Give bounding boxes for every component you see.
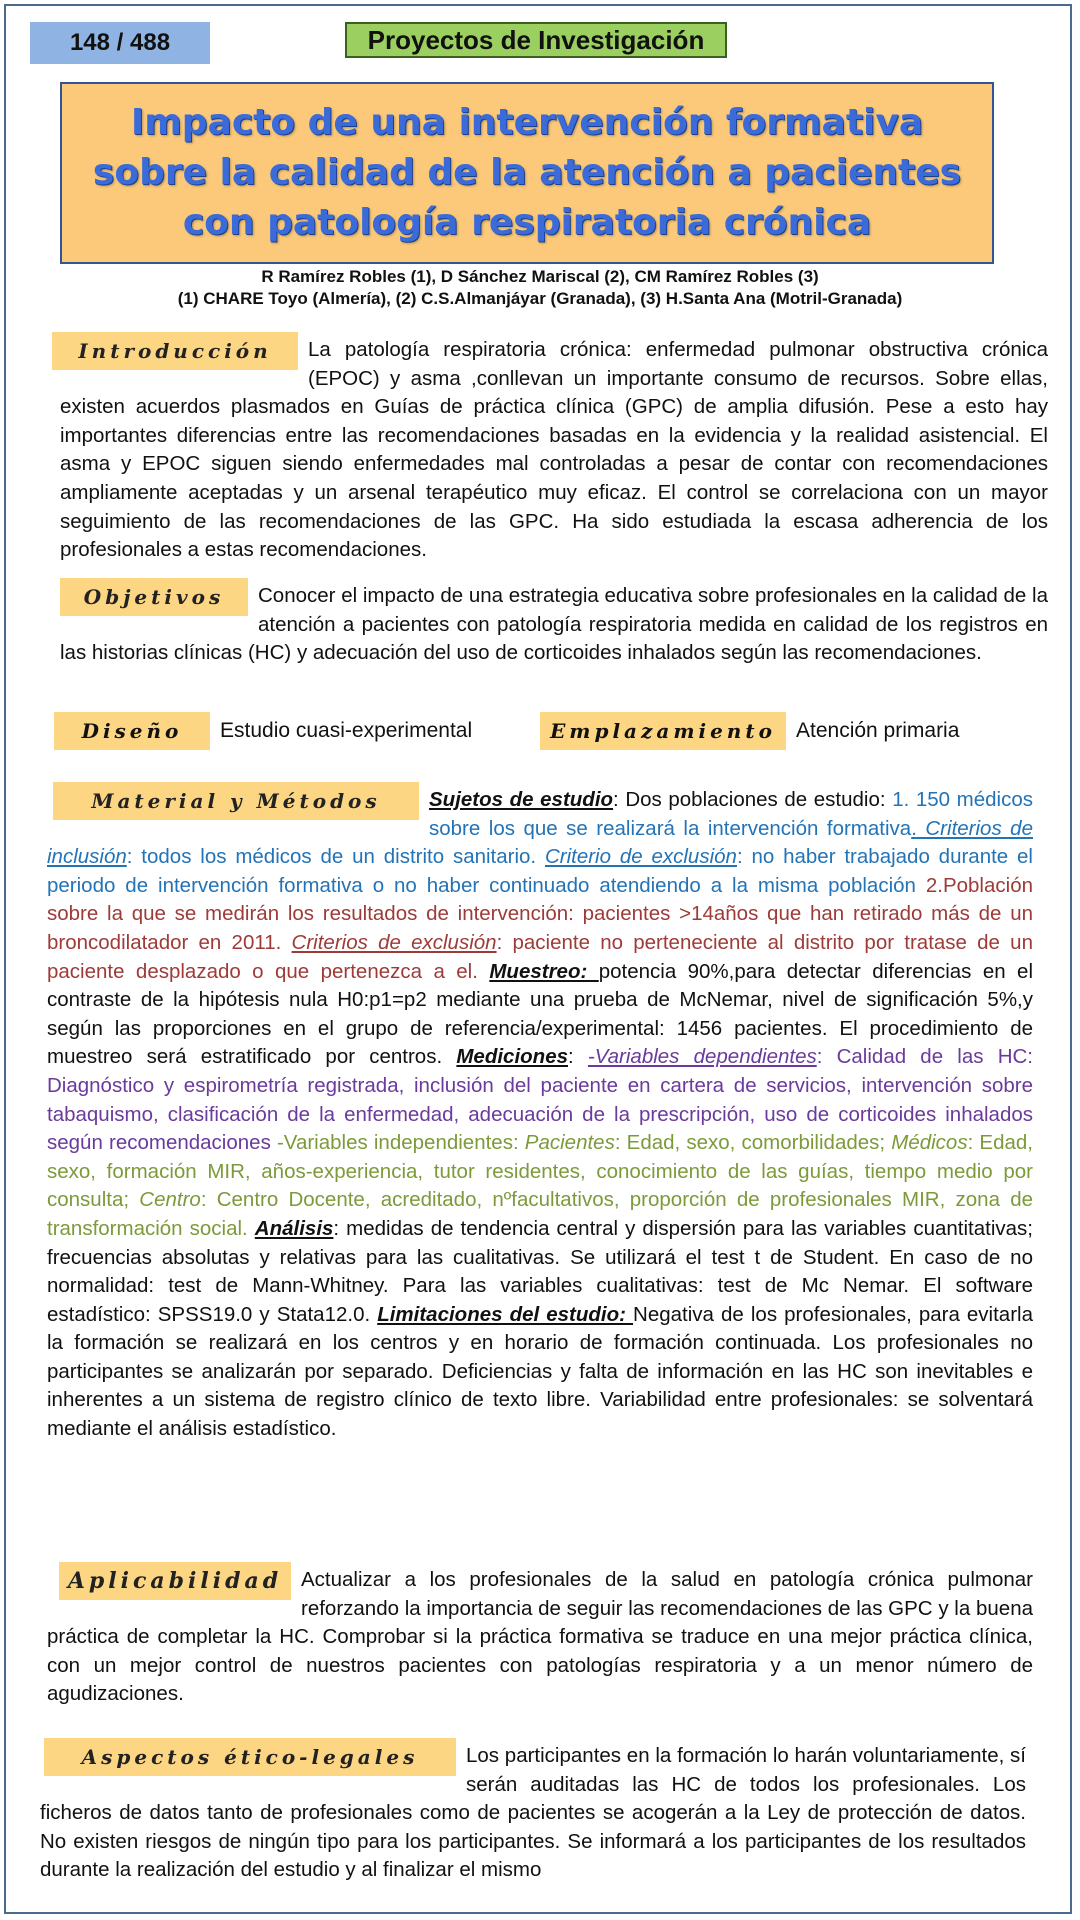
author-affiliations: (1) CHARE Toyo (Almería), (2) C.S.Almanjáyar (Granada), (3) H.Santa Ana (Motril-Granada) bbox=[177, 289, 903, 308]
centro-text: : Centro Docente, acreditado, nºfacultativos, proporción de profesionales MIR, zona de transformación social. bbox=[47, 1188, 1033, 1240]
p1-exclusion-label: Criterio de exclusión bbox=[544, 845, 737, 869]
eticos-text: Los participantes en la formación lo harán voluntariamente, sí serán auditadas las HC de todos los profesionales. Los ficheros de datos tanto de profesionales como de pacientes se acogerán a la Ley de protección de datos. No existen riesgos de ningún tipo para los participantes. Se informará a los participantes de los resultados durante la realización del estudio y al finalizar el mismo bbox=[40, 1744, 1026, 1882]
category-label: Proyectos de Investigación bbox=[345, 22, 727, 58]
poster-title: Impacto de una intervención formativa sobre la calidad de la atención a pacientes con patología respiratoria crónica bbox=[92, 102, 962, 243]
section-aplicabilidad bbox=[47, 1566, 1033, 1709]
heading-emplazamiento: Emplazamiento bbox=[540, 712, 786, 750]
pacientes-label: Pacientes bbox=[524, 1131, 615, 1155]
variables-dependientes-label: -Variables dependientes bbox=[587, 1045, 817, 1069]
pacientes-text: : Edad, sexo, comorbilidades; bbox=[614, 1131, 892, 1155]
p2-exclusion-label: Criterios de exclusión bbox=[291, 930, 497, 954]
limitaciones-text: Negativa de los profesionales, para evitarla la formación se realizará en los centros y en horario de formación continuada. Los profesionales no participantes se analizarán por separado. Deficiencias y falta de información en las HC son inevitables e inherentes a un sistema de registro clínico de texto libre. Variabilidad entre profesionales: se solventará mediante el análisis estadístico. bbox=[47, 1302, 1033, 1441]
heading-aplicabilidad: Aplicabilidad bbox=[59, 1562, 291, 1600]
muestreo-text: potencia 90%,para detectar diferencias en el contraste de la hipótesis nula H0:p1=p2 mediante una prueba de McNemar, nivel de significación 5%,y según las proporciones en el grupo de referencia/experimental: 1456 pacientes. El procedimiento de muestreo será estratificado por centros. bbox=[47, 959, 1033, 1069]
diseno-text: Estudio cuasi-experimental bbox=[220, 719, 473, 742]
aplicabilidad-text: Actualizar a los profesionales de la salud en patología crónica pulmonar reforzando la importancia de seguir las recomendaciones de las GPC y la buena práctica de completar la HC. Comprobar si la práctica formativa se traduce en una mejor práctica clínica, con un mejor control de nuestros pacientes con patologías respiratoria y a un menor número de agudizaciones. bbox=[47, 1568, 1033, 1706]
heading-introduccion: Introducción bbox=[52, 332, 298, 370]
poblacion-1: 1. 150 médicos sobre los que se realizará la intervención formativa bbox=[429, 788, 1034, 840]
mediciones-label: Mediciones bbox=[456, 1045, 568, 1069]
title-box bbox=[60, 82, 994, 264]
introduccion-text: La patología respiratoria crónica: enfermedad pulmonar obstructiva crónica (EPOC) y asma ,conllevan un importante consumo de recursos. Sobre ellas, existen acuerdos plasmados en Guías de práctica clínica (GPC) de amplia difusión. Pese a esto hay importantes diferencias entre las recomendaciones basadas en la evidencia y la realidad asistencial. El asma y EPOC siguen siendo enfermedades mal controladas a pesar de contar con recomendaciones ampliamente aceptadas y un arsenal terapéutico muy eficaz. El control se correlaciona con un mayor seguimiento de las recomendaciones de las GPC. Ha sido estudiada la escasa adherencia de los profesionales a estas recomendaciones. bbox=[60, 338, 1048, 562]
p2-exclusion: : paciente no perteneciente al distrito por tratase de un paciente desplazado o que pertenezca a el. bbox=[47, 930, 1033, 983]
variables-dependientes: : Calidad de las HC: Diagnóstico y espirometría registrada, inclusión del paciente en cartera de servicios, intervención sobre tabaquismo, clasificación de la enfermedad, adecuación de la prescripción, uso de corticoides inhalados según recomendaciones bbox=[47, 1045, 1033, 1155]
muestreo-label: Muestreo: bbox=[489, 959, 599, 983]
mediciones-colon: : bbox=[568, 1045, 588, 1069]
sujetos-intro: : Dos poblaciones de estudio: bbox=[613, 788, 893, 811]
heading-diseno: Diseño bbox=[54, 712, 210, 750]
medicos-text: : Edad, sexo, formación MIR, años-experiencia, tutor residentes, conocimiento de las guías, tiempo medio por consulta; bbox=[47, 1131, 1034, 1212]
objetivos-text: Conocer el impacto de una estrategia educativa sobre profesionales en la calidad de la atención a pacientes con patología respiratoria medida en calidad de los registros en las historias clínicas (HC) y adecuación del uso de corticoides inhalados según las recomendaciones. bbox=[60, 584, 1048, 665]
section-eticos bbox=[40, 1742, 1026, 1885]
heading-material: Material y Métodos bbox=[53, 782, 419, 820]
p1-inclusion-label: Criterios de inclusión bbox=[47, 816, 1033, 869]
section-introduccion bbox=[60, 336, 1048, 565]
poblacion-1-dot: . bbox=[911, 816, 917, 840]
variables-independientes-label: -Variables independientes: bbox=[276, 1131, 525, 1155]
heading-eticos: Aspectos ético-legales bbox=[44, 1738, 456, 1776]
analisis-text: : medidas de tendencia central y dispersión para las variables cuantitativas; frecuencias absolutas y relativas para las cualitativas. Se utilizará el test t de Student. En caso de no normalidad: test de Mann-Whitney. Para las variables cualitativas: test de Mc Nemar. El software estadístico: SPSS19.0 y Stata12.0. bbox=[47, 1216, 1033, 1326]
sujetos-label: Sujetos de estudio bbox=[429, 788, 614, 811]
limitaciones-label: Limitaciones del estudio: bbox=[377, 1302, 634, 1326]
p1-inclusion: : todos los médicos de un distrito sanitario. bbox=[126, 845, 545, 869]
heading-objetivos: Objetivos bbox=[60, 578, 248, 616]
page-number: 148 / 488 bbox=[30, 22, 210, 64]
poblacion-2: 2.Población sobre la que se medirán los resultados de intervención: pacientes >14años que han retirado más de un broncodilatador en 2011. bbox=[47, 873, 1033, 954]
section-objetivos bbox=[60, 582, 1048, 668]
medicos-label: Médicos bbox=[891, 1131, 968, 1155]
authors-block bbox=[0, 266, 1080, 310]
centro-label: Centro bbox=[139, 1188, 201, 1212]
analisis-label: Análisis bbox=[254, 1216, 334, 1240]
section-material bbox=[47, 786, 1033, 1444]
emplazamiento-text: Atención primaria bbox=[796, 719, 960, 742]
p1-exclusion: : no haber trabajado durante el periodo de intervención formativa o no haber continuado atendiendo a la misma población bbox=[47, 845, 1033, 897]
author-names: R Ramírez Robles (1), D Sánchez Mariscal (2), CM Ramírez Robles (3) bbox=[261, 267, 819, 286]
